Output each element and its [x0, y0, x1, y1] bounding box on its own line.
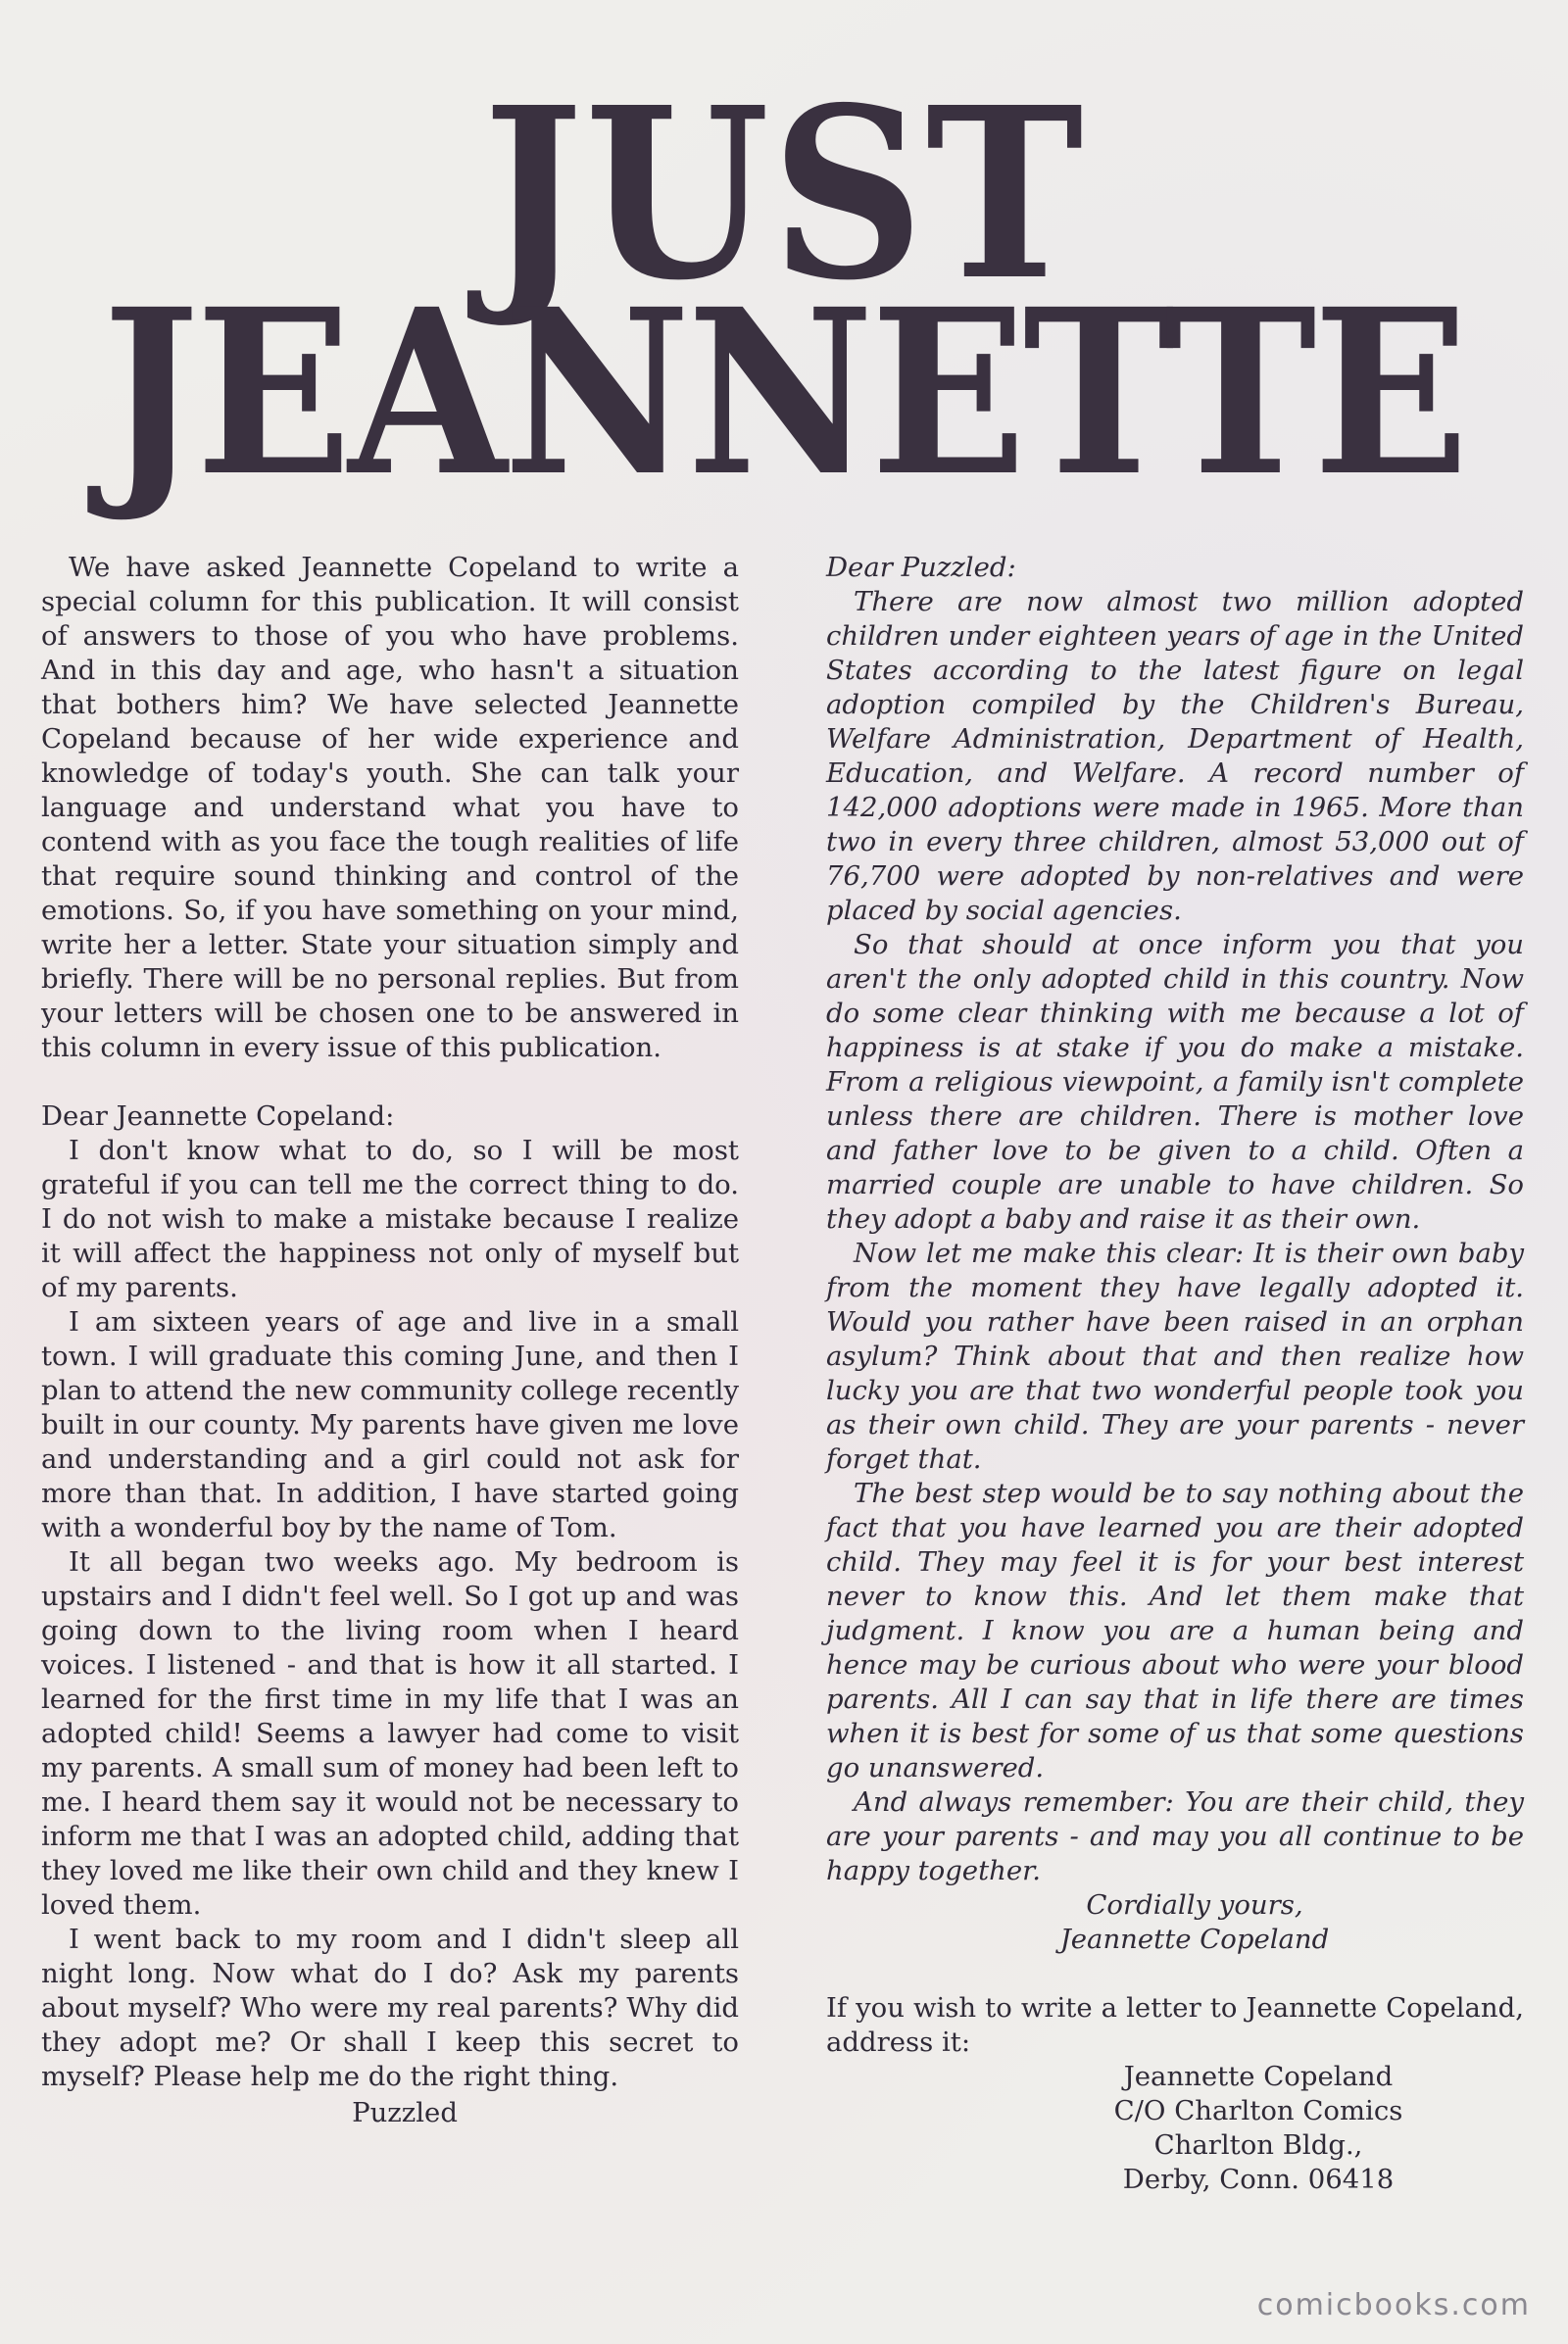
address-line-2: C/O Charlton Comics — [1113, 2095, 1403, 2126]
left-column — [41, 551, 739, 2130]
letter-paragraph-1: I don't know what to do, so I will be most grateful if you can tell me the correct thing to do. I do not wish to make a mistake because I realize it will affect the happiness not only of myself but of my parents. — [41, 1135, 739, 1303]
spacer — [41, 1065, 739, 1099]
title-line-jeannette: JEANNETTE — [102, 259, 1466, 526]
letter-salutation: Dear Jeannette Copeland: — [41, 1100, 395, 1132]
reply-paragraph-1: There are now almost two million adopted children under eighteen years of age in the United States according to the latest figure on legal adoption compiled by the Children's Bureau, Welfare Administration, Department of Health, Education, and Welfare. A record number of 142,000 adoptions were made in 1965. More than two in every three children, almost 53,000 out of 76,700 were adopted by non-relatives and were placed by social agencies. — [826, 586, 1524, 926]
write-note: If you wish to write a letter to Jeannette Copeland, address it: — [826, 1992, 1524, 2058]
address-line-1: Jeannette Copeland — [1123, 2061, 1394, 2092]
reply-closing: Cordially yours, — [1086, 1889, 1303, 1921]
address-line-3: Charlton Bldg., — [1153, 2129, 1363, 2161]
spacer — [826, 1957, 1524, 1991]
letter-paragraph-3: It all began two weeks ago. My bedroom is upstairs and I didn't feel well. So I got up and was going down to the living room when I heard voices. I listened - and that is how it all started. I learned for the first time in my life that I was an adopted child! Seems a lawyer had come to visit my parents. A small sum of money had been left to me. I heard them say it would not be necessary to inform me that I was an adopted child, adding that they loved me like their own child and they knew I loved them. — [41, 1546, 739, 1921]
letter-signature: Puzzled — [352, 2097, 458, 2128]
reply-paragraph-4: The best step would be to say nothing about the fact that you have learned you are their adopted child. They may feel it is for your best interest never to know this. And let them make that judgment. I know you are a human being and hence may be curious about who were your blood parents. All I can say that in life there are times when it is best for some of us that some questions go unanswered. — [826, 1478, 1524, 1783]
reply-closing-name: Jeannette Copeland — [1059, 1924, 1330, 1955]
reply-salutation: Dear Puzzled: — [826, 552, 1016, 583]
letter-paragraph-4: I went back to my room and I didn't sleep all night long. Now what do I do? Ask my parents about myself? Who were my real parents? Why did they adopt me? Or shall I keep this secret to myself? Please help me do the right thing. — [41, 1924, 739, 2092]
intro-paragraph: We have asked Jeannette Copeland to write a special column for this publication. It will consist of answers to those of you who have problems. And in this day and age, who hasn't a situation that bothers him? We have selected Jeannette Copeland because of her wide experience and knowledge of today's youth. She can talk your language and understand what you have to contend with as you face the tough realities of life that require sound thinking and control of the emotions. So, if you have something on your mind, write her a letter. State your situation simply and briefly. There will be no personal replies. But from your letters will be chosen one to be answered in this column in every issue of this publication. — [41, 552, 739, 1063]
right-column — [826, 551, 1524, 2197]
title-line-just: JUST — [482, 56, 1086, 332]
footer-watermark: comicbooks.com — [1256, 2288, 1531, 2322]
reply-paragraph-5: And always remember: You are their child, they are your parents - and may you all continue to be happy together. — [826, 1786, 1524, 1886]
address-line-4: Derby, Conn. 06418 — [1122, 2164, 1395, 2195]
reply-paragraph-3: Now let me make this clear: It is their own baby from the moment they have legally adopted it. Would you rather have been raised in an orphan asylum? Think about that and then realize how lucky you are that two wonderful people took you as their own child. They are your parents - never forget that. — [826, 1238, 1524, 1475]
letter-paragraph-2: I am sixteen years of age and live in a small town. I will graduate this coming June, and then I plan to attend the new community college recently built in our county. My parents have given me love and understanding and a girl could not ask for more than that. In addition, I have started going with a wonderful boy by the name of Tom. — [41, 1306, 739, 1543]
reply-paragraph-2: So that should at once inform you that you aren't the only adopted child in this country. Now do some clear thinking with me because a lot of happiness is at stake if you do make a mistake. From a religious viewpoint, a family isn't complete unless there are children. There is mother love and father love to be given to a child. Often a married couple are unable to have children. So they adopt a baby and raise it as their own. — [826, 929, 1524, 1235]
